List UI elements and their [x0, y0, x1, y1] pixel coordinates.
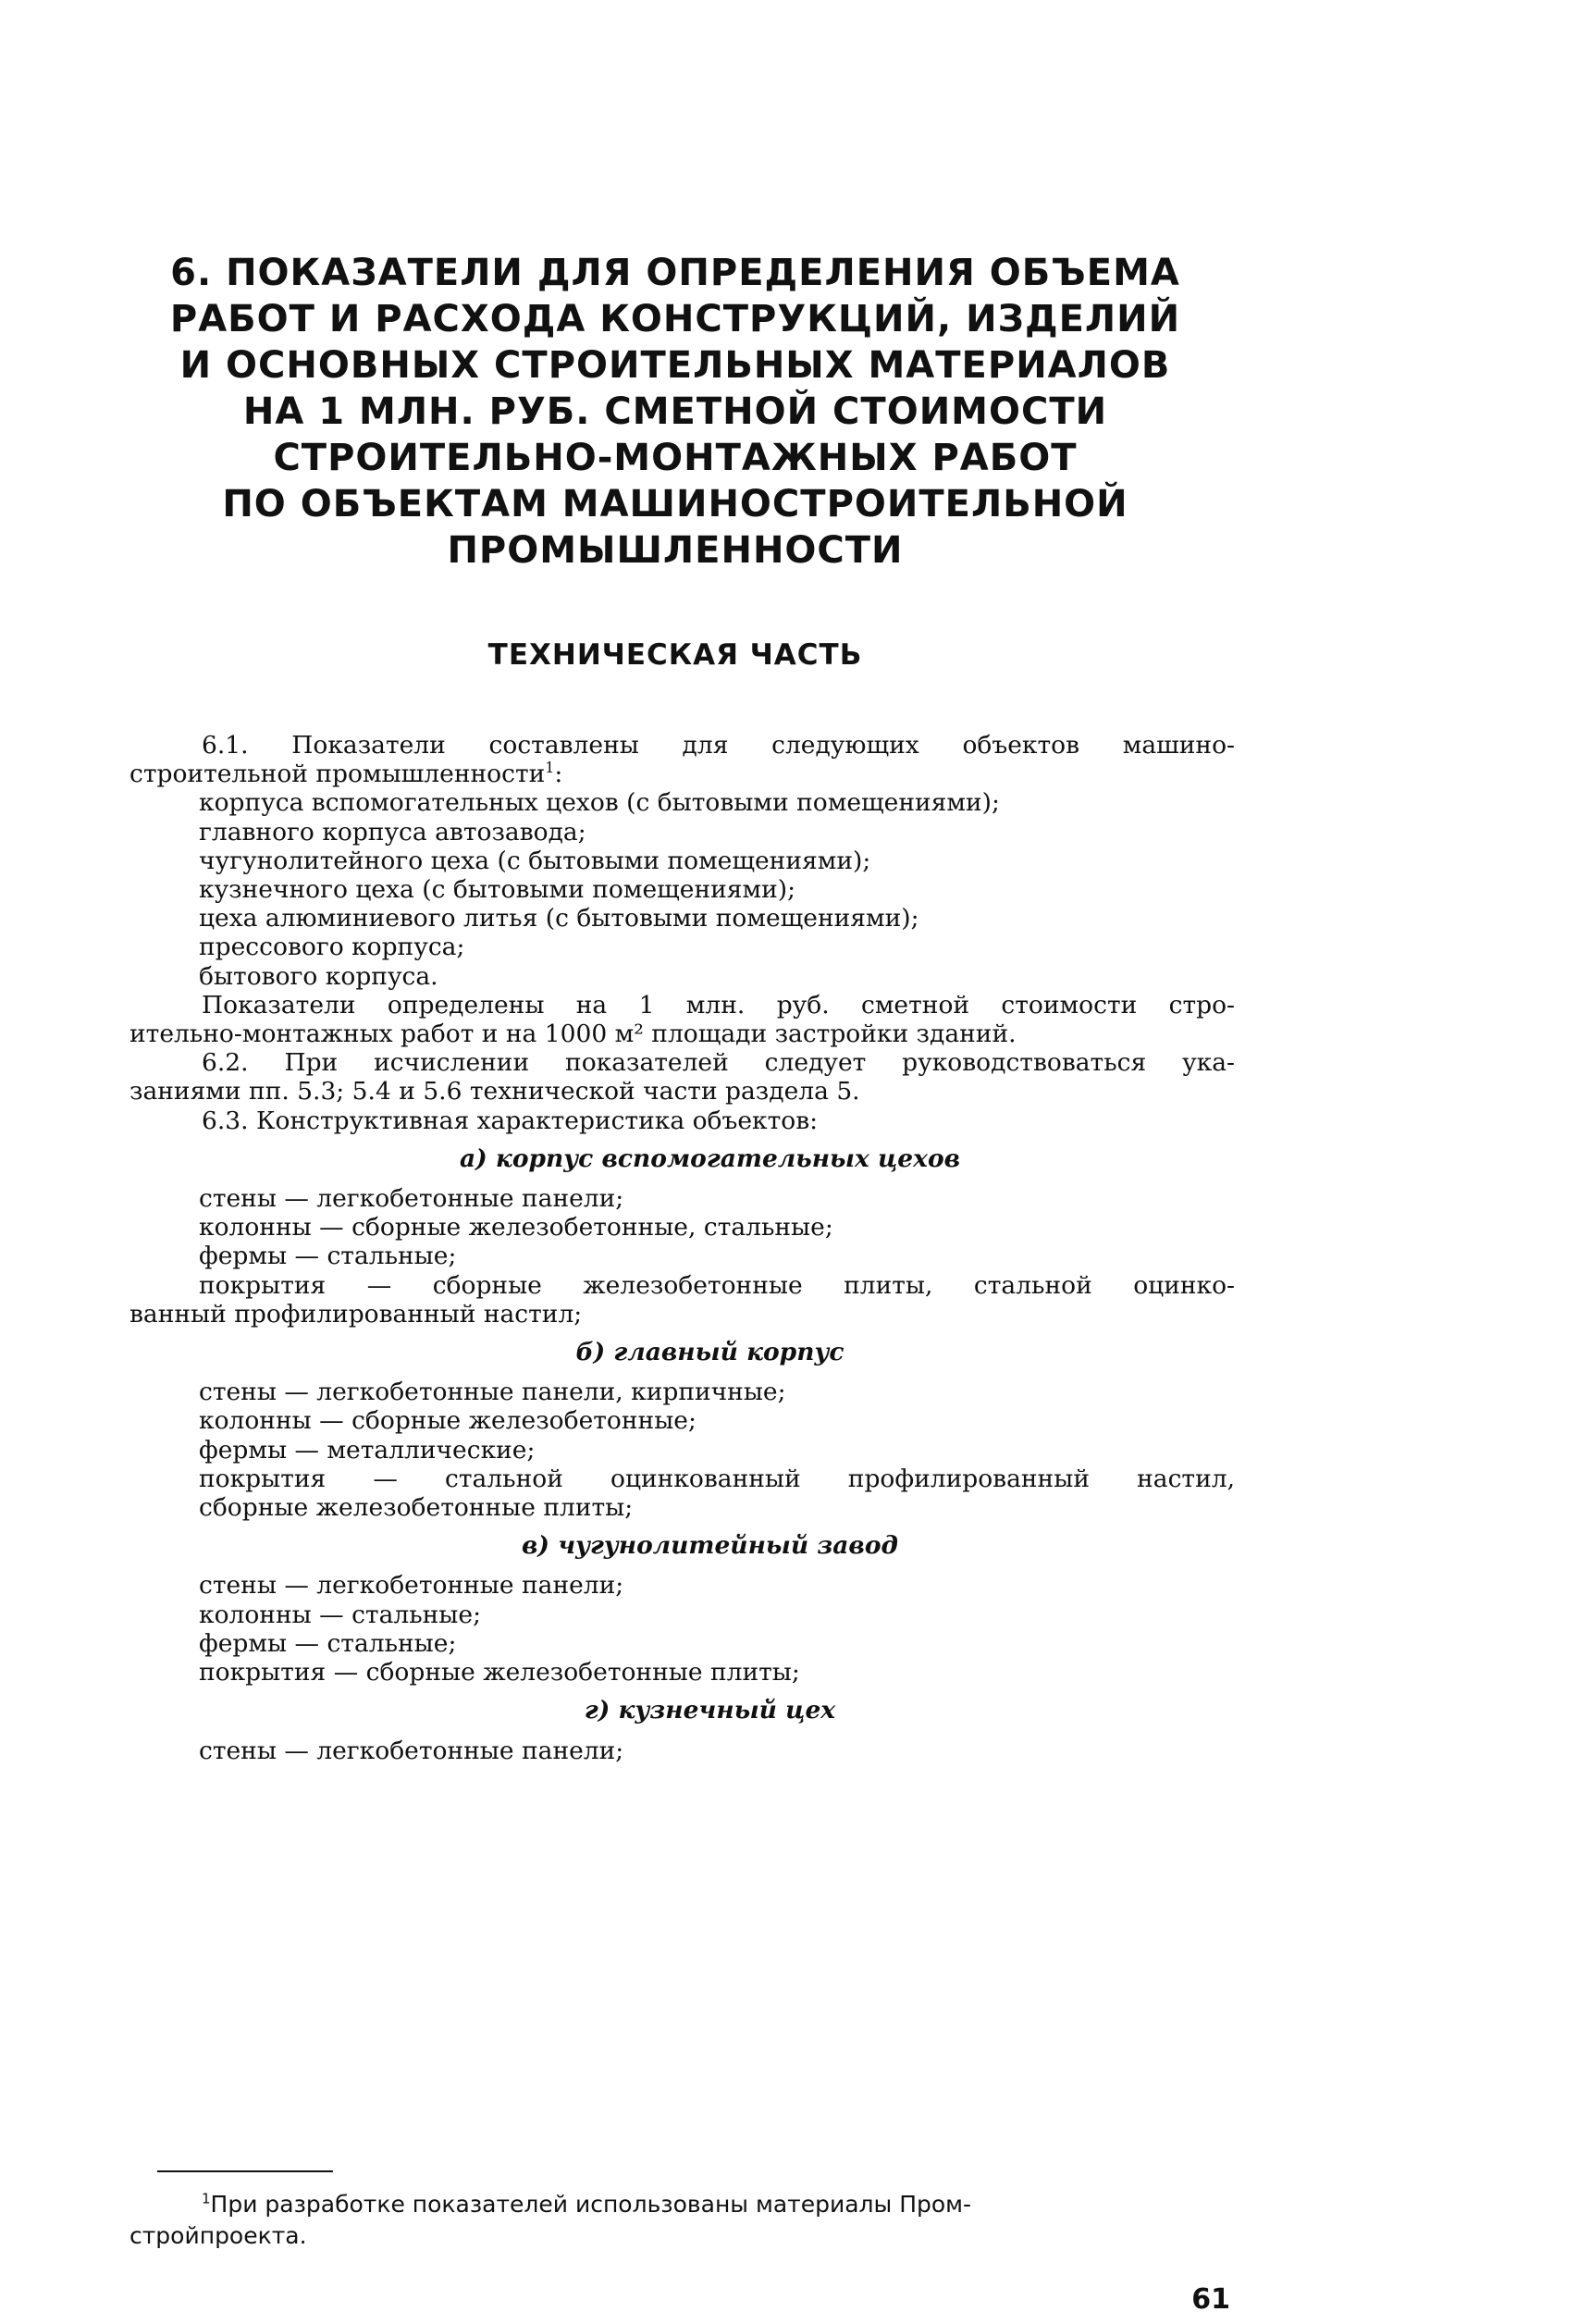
group-heading: в) чугунолитейный завод	[522, 1531, 898, 1561]
list-item: покрытия — стальной оцинкованный профилированный настил,	[199, 1464, 1235, 1493]
paragraph-line: заниями пп. 5.3; 5.4 и 5.6 технической части раздела 5.	[129, 1077, 860, 1106]
title-line: НА 1 МЛН. РУБ. СМЕТНОЙ СТОИМОСТИ	[242, 390, 1108, 433]
title-line: СТРОИТЕЛЬНО-МОНТАЖНЫХ РАБОТ	[273, 437, 1078, 479]
list-item: цеха алюминиевого литья (с бытовыми помещениями);	[199, 904, 919, 933]
list-item: стены — легкобетонные панели;	[199, 1571, 624, 1601]
body-text	[129, 731, 1235, 1765]
paragraph-text: :	[554, 760, 563, 789]
list-item: стены — легкобетонные панели;	[199, 1184, 624, 1214]
list-item: фермы — стальные;	[199, 1242, 457, 1271]
list-item: фермы — стальные;	[199, 1628, 457, 1658]
paragraph-line: 6.3. Конструктивная характеристика объектов:	[202, 1106, 819, 1135]
list-item: ванный профилированный настил;	[129, 1299, 583, 1329]
footnote-line: стройпроекта.	[129, 2222, 307, 2249]
title-line: ПО ОБЪЕКТАМ МАШИНОСТРОИТЕЛЬНОЙ	[222, 483, 1128, 525]
title-line: 6. ПОКАЗАТЕЛИ ДЛЯ ОПРЕДЕЛЕНИЯ ОБЪЕМА	[170, 252, 1180, 294]
list-item: бытового корпуса.	[199, 961, 438, 991]
paragraph-line: 6.2. При исчислении показателей следует руководствоваться ука-	[202, 1048, 1235, 1078]
title-line: ПРОМЫШЛЕННОСТИ	[447, 529, 904, 572]
subtitle: ТЕХНИЧЕСКАЯ ЧАСТЬ	[487, 638, 863, 672]
footnote	[129, 2189, 1235, 2252]
group-heading: а) корпус вспомогательных цехов	[459, 1143, 961, 1173]
title-line: И ОСНОВНЫХ СТРОИТЕЛЬНЫХ МАТЕРИАЛОВ	[179, 344, 1171, 387]
list-item: стены — легкобетонные панели, кирпичные;	[199, 1378, 786, 1407]
footnote-divider	[157, 2170, 333, 2172]
group-heading: г) кузнечный цех	[584, 1696, 836, 1725]
footnote-reference: 1	[545, 759, 555, 777]
list-item: кузнечного цеха (с бытовыми помещениями);	[199, 875, 796, 905]
list-item: колонны — стальные;	[199, 1600, 481, 1629]
list-item: стены — легкобетонные панели;	[199, 1736, 624, 1765]
paragraph-line: Показатели определены на 1 млн. руб. сметной стоимости стро-	[202, 990, 1235, 1020]
footnote-line	[129, 2189, 1235, 2220]
section-title	[120, 250, 1230, 574]
page-number: 61	[1191, 2283, 1230, 2316]
list-item: главного корпуса автозавода;	[199, 817, 586, 847]
title-line: РАБОТ И РАСХОДА КОНСТРУКЦИЙ, ИЗДЕЛИЙ	[169, 298, 1181, 340]
footnote-mark: 1	[202, 2190, 211, 2207]
paragraph-text: строительной промышленности	[129, 760, 546, 789]
footnote-text: При разработке показателей использованы материалы Пром-	[210, 2191, 972, 2218]
list-item: покрытия — сборные железобетонные плиты, стальной оцинко-	[199, 1270, 1235, 1300]
list-item: колонны — сборные железобетонные, стальные;	[199, 1213, 833, 1242]
list-item: покрытия — сборные железобетонные плиты;	[199, 1658, 800, 1687]
paragraph-line: 6.1. Показатели составлены для следующих объектов машино-	[202, 731, 1235, 760]
list-item: корпуса вспомогательных цехов (с бытовыми помещениями);	[199, 788, 1000, 818]
group-heading: б) главный корпус	[575, 1338, 844, 1367]
paragraph-line	[129, 760, 1235, 788]
list-item: фермы — металлические;	[199, 1435, 536, 1465]
list-item: сборные железобетонные плиты;	[199, 1493, 634, 1523]
list-item: чугунолитейного цеха (с бытовыми помещениями);	[199, 846, 871, 875]
list-item: прессового корпуса;	[199, 933, 465, 962]
paragraph-line: ительно-монтажных работ и на 1000 м² площади застройки зданий.	[129, 1020, 1017, 1049]
list-item: колонны — сборные железобетонные;	[199, 1406, 697, 1436]
